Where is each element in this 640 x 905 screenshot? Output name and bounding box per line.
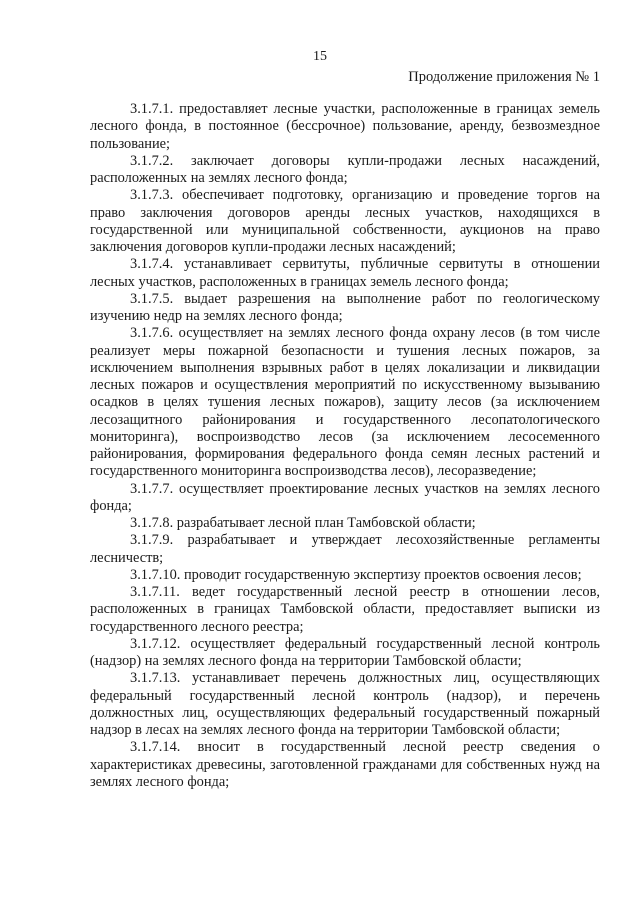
paragraph-3-1-7-12: 3.1.7.12. осуществляет федеральный государственный лесной контроль (надзор) на землях лесного фонда на территории Тамбовской области;: [90, 635, 600, 669]
paragraph-3-1-7-8: 3.1.7.8. разрабатывает лесной план Тамбовской области;: [130, 515, 476, 531]
paragraph-3-1-7-11: 3.1.7.11. ведет государственный лесной реестр в отношении лесов, расположенных в границах Тамбовской области, предоставляет выписки из государственного лесного реестра;: [90, 584, 600, 635]
paragraph-3-1-7-6: 3.1.7.6. осуществляет на землях лесного фонда охрану лесов (в том числе реализует меры пожарной безопасности и тушения лесных пожаров, за исключением выполнения взрывных работ в целях локализации и ликвидации лесных пожаров и осуществления мероприятий по искусственному вызыванию осадков в целях тушения лесных пожаров), защиту лесов (за исключением лесозащитного районирования и государственного лесопатологического мониторинга), воспроизводство лесов (за исключением лесосеменного районирования, формирования федерального фонда семян лесных растений и государственного мониторинга воспроизводства лесов), лесоразведение;: [90, 325, 600, 480]
paragraph-3-1-7-4: 3.1.7.4. устанавливает сервитуты, публичные сервитуты в отношении лесных участков, расположенных в границах земель лесного фонда;: [90, 256, 600, 290]
paragraph-3-1-7-1: 3.1.7.1. предоставляет лесные участки, расположенные в границах земель лесного фонда, в постоянное (бессрочное) пользование, аренду, безвозмездное пользование;: [90, 101, 600, 152]
page-number: 15: [313, 49, 327, 64]
paragraph-3-1-7-9: 3.1.7.9. разрабатывает и утверждает лесохозяйственные регламенты лесничеств;: [90, 532, 600, 566]
paragraph-3-1-7-5: 3.1.7.5. выдает разрешения на выполнение работ по геологическому изучению недр на землях лесного фонда;: [90, 290, 600, 324]
paragraph-3-1-7-10: 3.1.7.10. проводит государственную экспертизу проектов освоения лесов;: [130, 566, 582, 583]
paragraph-3-1-7-7: 3.1.7.7. осуществляет проектирование лесных участков на землях лесного фонда;: [90, 480, 600, 514]
paragraph-3-1-7-3: 3.1.7.3. обеспечивает подготовку, организацию и проведение торгов на право заключения договоров аренды лесных участков, находящихся в государственной или муниципальной собственности, аукционов на право заключения договоров купли-продажи лесных насаждений;: [90, 187, 600, 255]
paragraph-3-1-7-2: 3.1.7.2. заключает договоры купли-продажи лесных насаждений, расположенных на землях лесного фонда;: [90, 152, 600, 186]
appendix-continuation-label: Продолжение приложения № 1: [408, 69, 600, 85]
paragraph-3-1-7-13: 3.1.7.13. устанавливает перечень должностных лиц, осуществляющих федеральный государственный лесной контроль (надзор), и перечень должностных лиц, осуществляющих федеральный государственный пожарный надзор в лесах на землях лесного фонда на территории Тамбовской области;: [90, 670, 600, 738]
paragraph-3-1-7-14: 3.1.7.14. вносит в государственный лесной реестр сведения о характеристиках древесины, заготовленной гражданами для собственных нужд на землях лесного фонда;: [90, 739, 600, 790]
document-body: [90, 101, 600, 791]
